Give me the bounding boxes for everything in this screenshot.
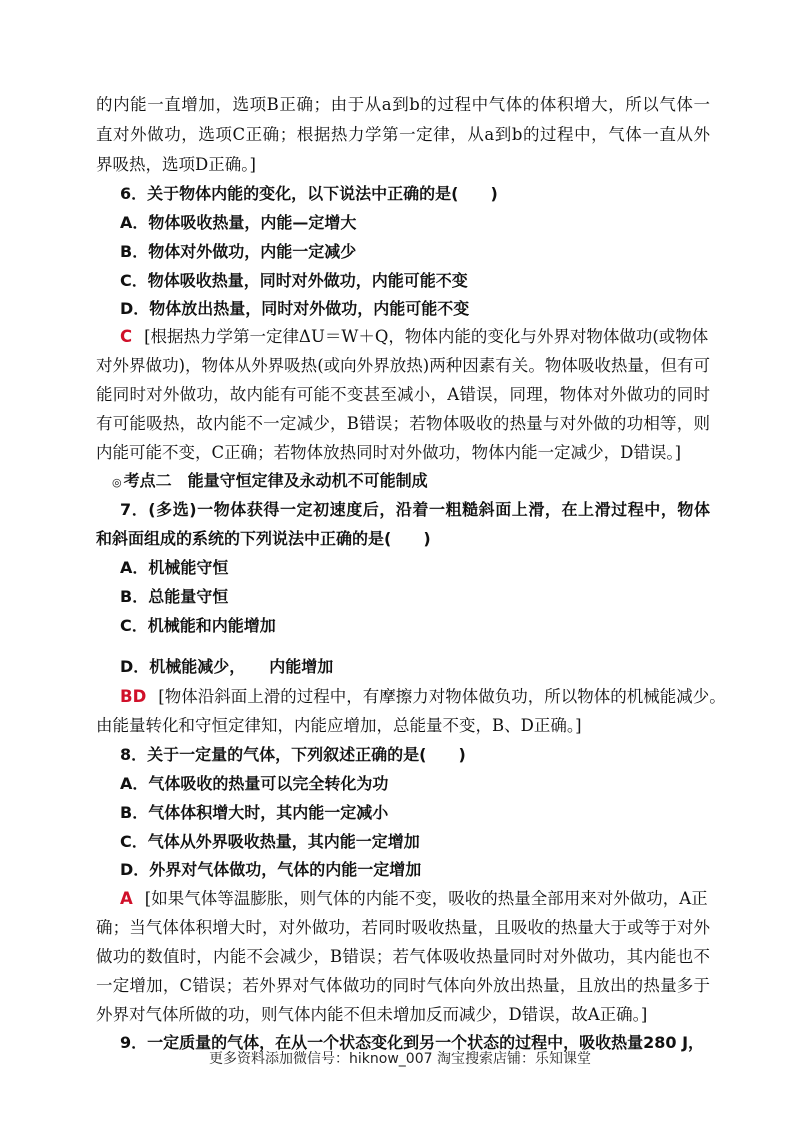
section-heading <box>112 470 710 494</box>
paragraph-line: 有可能吸热，故内能不一定减少，B错误；若物体吸收的热量与对外做的功相等，则 <box>96 414 710 433</box>
question-7-option-c: C．机械能和内能增加 <box>120 616 276 635</box>
question-8-stem: 8．关于一定量的气体，下列叙述正确的是( ) <box>120 745 466 764</box>
answer-label: BD <box>120 687 147 706</box>
question-7-option-b: B．总能量守恒 <box>120 587 229 606</box>
paragraph-line: 做功的数值时，内能不会减少，B错误；若气体吸收热量同时对外做功，其内能也不 <box>96 947 710 966</box>
question-6-explanation <box>120 326 710 348</box>
answer-label: C <box>120 327 133 346</box>
explanation-text: [根据热力学第一定律ΔU＝W＋Q，物体内能的变化与外界对物体做功(或物体 <box>144 327 709 346</box>
question-6-stem: 6．关于物体内能的变化，以下说法中正确的是( ) <box>120 184 498 203</box>
question-6-option-c: C．物体吸收热量，同时对外做功，内能可能不变 <box>120 271 468 290</box>
question-8-option-b: B．气体体积增大时，其内能一定减小 <box>120 803 389 822</box>
bullet-icon: ◎ <box>112 476 122 489</box>
explanation-text: [如果气体等温膨胀，则气体的内能不变，吸收的热量全部用来对外做功，A正 <box>144 889 708 908</box>
answer-label: A <box>120 889 133 908</box>
question-7-explanation <box>120 686 726 708</box>
paragraph-line: 由能量转化和守恒定律知，内能应增加，总能量不变，B、D正确。] <box>96 716 582 735</box>
question-7-option-a: A．机械能守恒 <box>120 558 229 577</box>
paragraph-line: 内能可能不变，C正确；若物体放热同时对外做功，物体内能一定减少，D错误。] <box>96 443 682 462</box>
footer-text: 更多资料添加微信号：hiknow_007 淘宝搜索店铺：乐知课堂 <box>209 1051 591 1067</box>
section-title: 考点二 能量守恒定律及永动机不可能制成 <box>123 471 428 490</box>
question-8-explanation <box>120 888 710 910</box>
question-6-option-a: A．物体吸收热量，内能—定增大 <box>120 213 357 232</box>
explanation-text: [物体沿斜面上滑的过程中，有摩擦力对物体做负功，所以物体的机械能减少。 <box>158 687 726 706</box>
question-8-option-a: A．气体吸收的热量可以完全转化为功 <box>120 774 389 793</box>
question-6-option-d: D．物体放出热量，同时对外做功，内能可能不变 <box>120 299 470 318</box>
paragraph-line: 一定增加，C错误；若外界对气体做功的同时气体向外放出热量，且放出的热量多于 <box>96 976 710 995</box>
question-6-option-b: B．物体对外做功，内能一定减少 <box>120 242 357 261</box>
paragraph-line: 界吸热，选项D正确。] <box>96 155 256 174</box>
paragraph-line: 的内能一直增加，选项B正确；由于从a到b的过程中气体的体积增大，所以气体一 <box>96 95 710 114</box>
question-7-stem: 和斜面组成的系统的下列说法中正确的是( ) <box>96 529 431 548</box>
paragraph-line: 对外界做功)，物体从外界吸热(或向外界放热)两种因素有关。物体吸收热量，但有可 <box>96 356 710 375</box>
question-7-stem: 7．(多选)一物体获得一定初速度后，沿着一粗糙斜面上滑，在上滑过程中，物体 <box>120 500 710 519</box>
paragraph-line: 直对外做功，选项C正确；根据热力学第一定律，从a到b的过程中，气体一直从外 <box>96 125 710 144</box>
paragraph-line: 确；当气体体积增大时，对外做功，若同时吸收热量，且吸收的热量大于或等于对外 <box>96 918 710 937</box>
question-7-option-d: D．机械能减少， 内能增加 <box>120 657 334 676</box>
question-8-option-d: D．外界对气体做功，气体的内能一定增加 <box>120 860 422 879</box>
question-9-stem: 9．一定质量的气体，在从一个状态变化到另一个状态的过程中，吸收热量280 J， <box>120 1033 705 1052</box>
paragraph-line: 外界对气体所做的功，则气体内能不但未增加反而减少，D错误，故A正确。] <box>96 1005 648 1024</box>
question-8-option-c: C．气体从外界吸收热量，其内能一定增加 <box>120 832 420 851</box>
paragraph-line: 能同时对外做功，故内能有可能不变甚至减小，A错误，同理，物体对外做功的同时 <box>96 385 710 404</box>
